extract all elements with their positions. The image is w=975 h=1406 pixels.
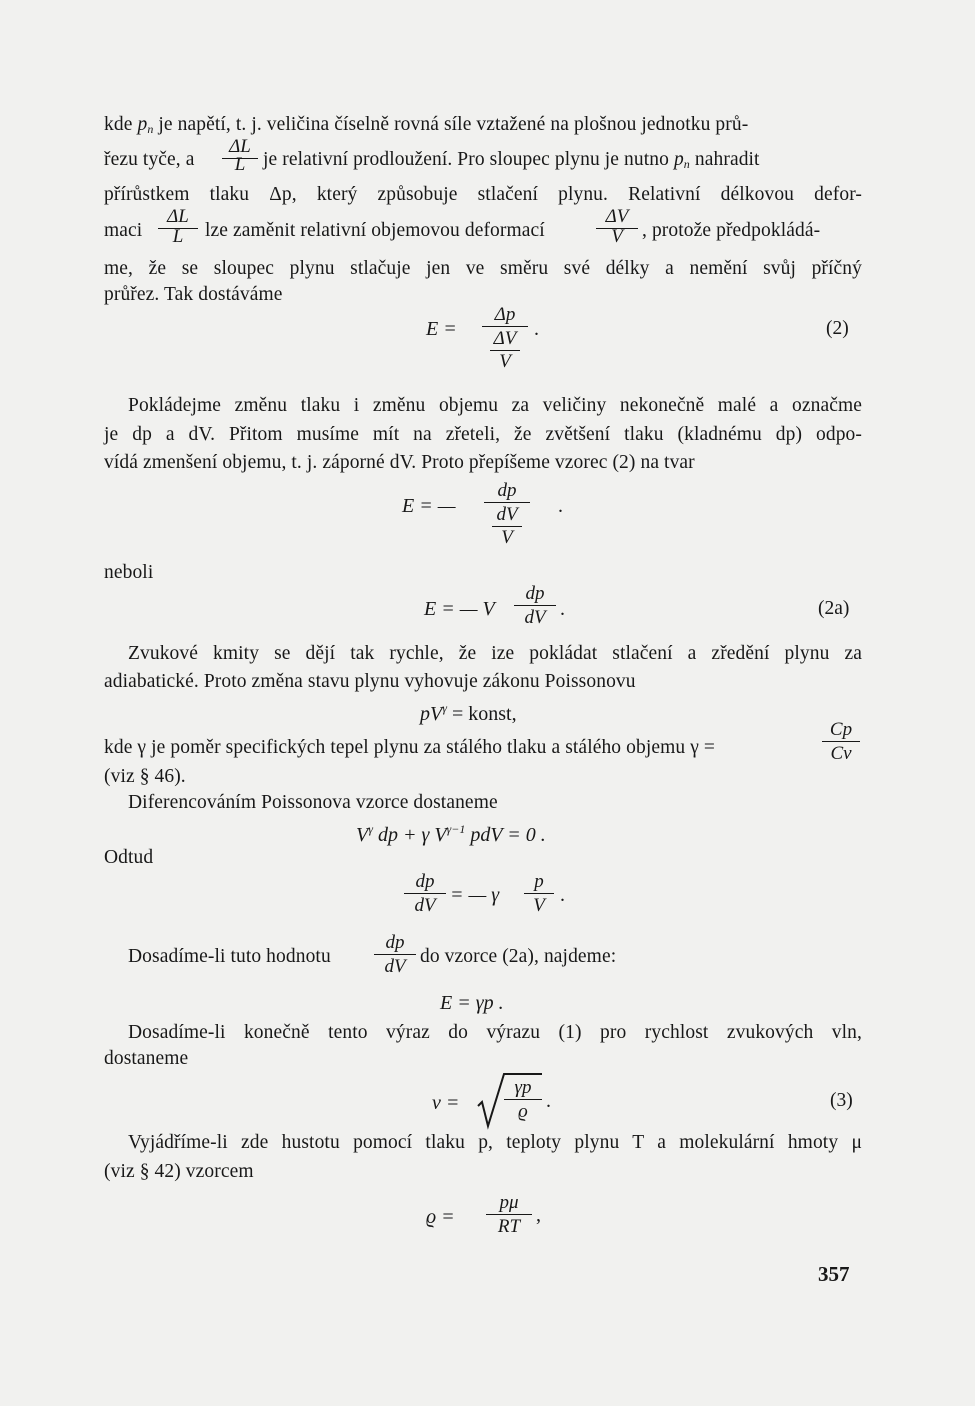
eq2b-numerator: dp [497, 480, 517, 501]
ratio-denominator-1: dV [414, 895, 436, 916]
fraction-bar [524, 893, 554, 894]
fraction-bar [486, 1214, 532, 1215]
text-p7-line-1 [128, 1021, 862, 1045]
diff-exp-a: γ [368, 822, 373, 836]
p6-start-text: Dosadíme-li tuto hodnotu [128, 946, 331, 967]
text-p6-start [128, 945, 331, 969]
word-kde: kde [104, 114, 133, 135]
eq2b-lhs: E = — [402, 495, 456, 517]
fraction-numerator: Cp [829, 719, 853, 740]
text-line-2 [104, 148, 195, 172]
text-p3-line-2 [104, 670, 636, 694]
text-p4-line-2 [104, 765, 186, 789]
text-p2-line-3 [104, 451, 695, 475]
line-4-end: , protože předpokládá- [642, 220, 821, 241]
text-p2-line-1 [128, 394, 862, 418]
fraction-numerator: dp [385, 932, 405, 953]
p7-line-2-text: dostaneme [104, 1048, 189, 1069]
eq2b-denominator-bottom: V [501, 527, 513, 548]
text-p2-line-2 [104, 423, 862, 447]
eq2b-denominator-top: dV [496, 504, 518, 525]
p5-text: Diferencováním Poissonova vzorce dostaneme [128, 792, 498, 813]
fraction-numerator: ΔL [229, 136, 251, 157]
eq2a-lhs: E = — V [424, 598, 495, 620]
p3-line-1-text: Zvukové kmity se dějí tak rychle, že ize pokládat stlačení a zředění plynu za [128, 643, 862, 664]
line-5-text: me, že se sloupec plynu stlačuje jen ve směru své délky a nemění svůj příčný [104, 258, 862, 279]
fraction-bar [514, 605, 556, 606]
text-p5 [128, 791, 498, 815]
p4-line-1-text: kde γ je poměr specifických tepel plynu za stálého tlaku a stálého objemu γ = [104, 737, 715, 758]
fraction-bar [374, 954, 416, 955]
e-gamma-p-equation: E = γp . [440, 992, 504, 1014]
fraction-bar [504, 1099, 542, 1100]
line-2-end: nahradit [694, 149, 760, 170]
ratio-middle: = — γ [450, 884, 500, 906]
text-p3-line-1 [128, 642, 862, 666]
word-maci: maci [104, 220, 143, 241]
fraction-denominator: V [611, 226, 623, 247]
word-neboli: neboli [104, 562, 154, 583]
text-line-4-end [642, 219, 820, 243]
p8-line-1-text: Vyjádříme-li zde hustotu pomocí tlaku p, teploty plynu T a molekulární hmoty μ [128, 1132, 862, 1153]
poisson-rhs: = konst, [451, 703, 517, 725]
fraction-bar [404, 893, 446, 894]
ratio-fraction-2 [524, 872, 554, 916]
text-line-4-start [104, 219, 142, 243]
eq2a-denominator: dV [524, 607, 546, 628]
text-odtud [104, 846, 153, 870]
fraction-numerator: ΔL [167, 206, 189, 227]
diff-exp-b: γ−1 [446, 822, 466, 836]
eq2-fraction [482, 305, 528, 372]
eq2b-tail: . [558, 495, 563, 517]
text-neboli [104, 561, 153, 585]
p2-line-3-text: vídá zmenšení objemu, t. j. záporné dV. Proto přepíšeme vzorec (2) na tvar [104, 452, 695, 473]
text-line-3 [104, 183, 862, 207]
fraction-dp-over-dV-inline [374, 933, 416, 977]
fraction-dV-over-V [596, 207, 638, 247]
rho-lhs: ϱ = [426, 1206, 455, 1228]
eq2-tail: . [534, 318, 539, 340]
line-1-text: je napětí, t. j. veličina číselně rovná síle vztažené na plošnou jednotku prů- [158, 114, 749, 135]
text-p7-line-2 [104, 1047, 188, 1071]
fraction-cp-over-cv [822, 720, 860, 764]
diff-term-a: V [356, 824, 369, 846]
eq3-fraction [504, 1078, 542, 1122]
p3-line-2-text: adiabatické. Proto změna stavu plynu vyhovuje zákonu Poissonovu [104, 671, 636, 692]
fraction-denominator: L [172, 226, 184, 247]
fraction-denominator: dV [384, 956, 406, 977]
ratio-numerator-1: dp [415, 871, 435, 892]
text-p4-line-1 [104, 736, 715, 760]
diff-term-b: dp + γ V [377, 824, 447, 846]
eq2-lhs: E = [426, 318, 457, 340]
line-2-start: řezu tyče, a [104, 149, 195, 170]
ratio-fraction-1 [404, 872, 446, 916]
poisson-exponent: γ [442, 701, 447, 715]
ratio-numerator-2: p [534, 871, 544, 892]
text-line-4-mid [205, 219, 545, 243]
fraction-dL-over-L [222, 137, 258, 175]
p2-line-1-text: Pokládejme změnu tlaku i změnu objemu za veličiny nekonečně malé a označme [128, 395, 862, 416]
eq3-tail: . [546, 1090, 551, 1112]
fraction-bar [482, 326, 528, 327]
text-line-5 [104, 257, 862, 281]
eq3-lhs: v = [432, 1092, 460, 1114]
symbol-p: p [673, 149, 684, 170]
text-p8-line-2 [104, 1160, 254, 1184]
equation-number-2: (2) [826, 318, 849, 339]
subscript-n: n [683, 157, 690, 171]
p8-line-2-text: (viz § 42) vzorcem [104, 1161, 254, 1182]
p6-end-text: do vzorce (2a), najdeme: [420, 946, 617, 967]
line-6-text: průřez. Tak dostáváme [104, 284, 283, 305]
fraction-numerator: ΔV [605, 206, 629, 227]
eq2a-tail: . [560, 598, 565, 620]
equation-number-3: (3) [830, 1090, 853, 1111]
text-p8-line-1 [128, 1131, 862, 1155]
eq2-denominator-bottom: V [499, 351, 511, 372]
line-3-text: přírůstkem tlaku Δp, který způsobuje stlačení plynu. Relativní délkovou defor- [104, 184, 862, 205]
text-line-6 [104, 283, 283, 307]
rho-fraction [486, 1193, 532, 1237]
line-2-mid: je relativní prodloužení. Pro sloupec plynu je nutno [263, 149, 669, 170]
p2-line-2-text: je dp a dV. Přitom musíme mít na zřeteli, že zvětšení tlaku (kladnému dp) odpo- [104, 424, 862, 445]
ratio-denominator-2: V [533, 895, 545, 916]
diff-term-c: pdV = 0 . [470, 824, 546, 846]
fraction-denominator: L [234, 154, 246, 175]
rho-tail: , [536, 1204, 541, 1226]
poisson-lhs: pV [420, 703, 443, 725]
eq2-numerator: Δp [494, 304, 516, 325]
ratio-tail: . [560, 884, 565, 906]
text-line-1 [104, 113, 862, 141]
line-4-mid: lze zaměnit relativní objemovou deformací [205, 220, 545, 241]
poisson-equation [420, 701, 517, 726]
fraction-bar [484, 502, 530, 503]
p4-line-2-text: (viz § 46). [104, 766, 186, 787]
eq2-denominator-top: ΔV [493, 328, 517, 349]
diff-equation [356, 822, 546, 847]
symbol-p: p [137, 114, 148, 135]
text-line-2-cont [263, 148, 760, 176]
fraction-dL-over-L-2 [158, 207, 198, 247]
fraction-bar [822, 741, 860, 742]
rho-numerator: pμ [499, 1192, 519, 1213]
eq2a-fraction [514, 584, 556, 628]
equation-number-2a: (2a) [818, 598, 850, 619]
subscript-n: n [147, 122, 154, 136]
rho-denominator: RT [497, 1216, 521, 1237]
p7-line-1-text: Dosadíme-li konečně tento výraz do výrazu (1) pro rychlost zvukových vln, [128, 1022, 862, 1043]
word-odtud: Odtud [104, 847, 154, 868]
text-p6-end [420, 945, 616, 969]
page-number: 357 [818, 1262, 850, 1286]
eq3-numerator: γp [514, 1077, 532, 1098]
eq2a-numerator: dp [525, 583, 545, 604]
eq3-denominator: ϱ [518, 1101, 528, 1122]
eq2b-fraction [484, 481, 530, 548]
fraction-denominator: Cv [830, 743, 852, 764]
